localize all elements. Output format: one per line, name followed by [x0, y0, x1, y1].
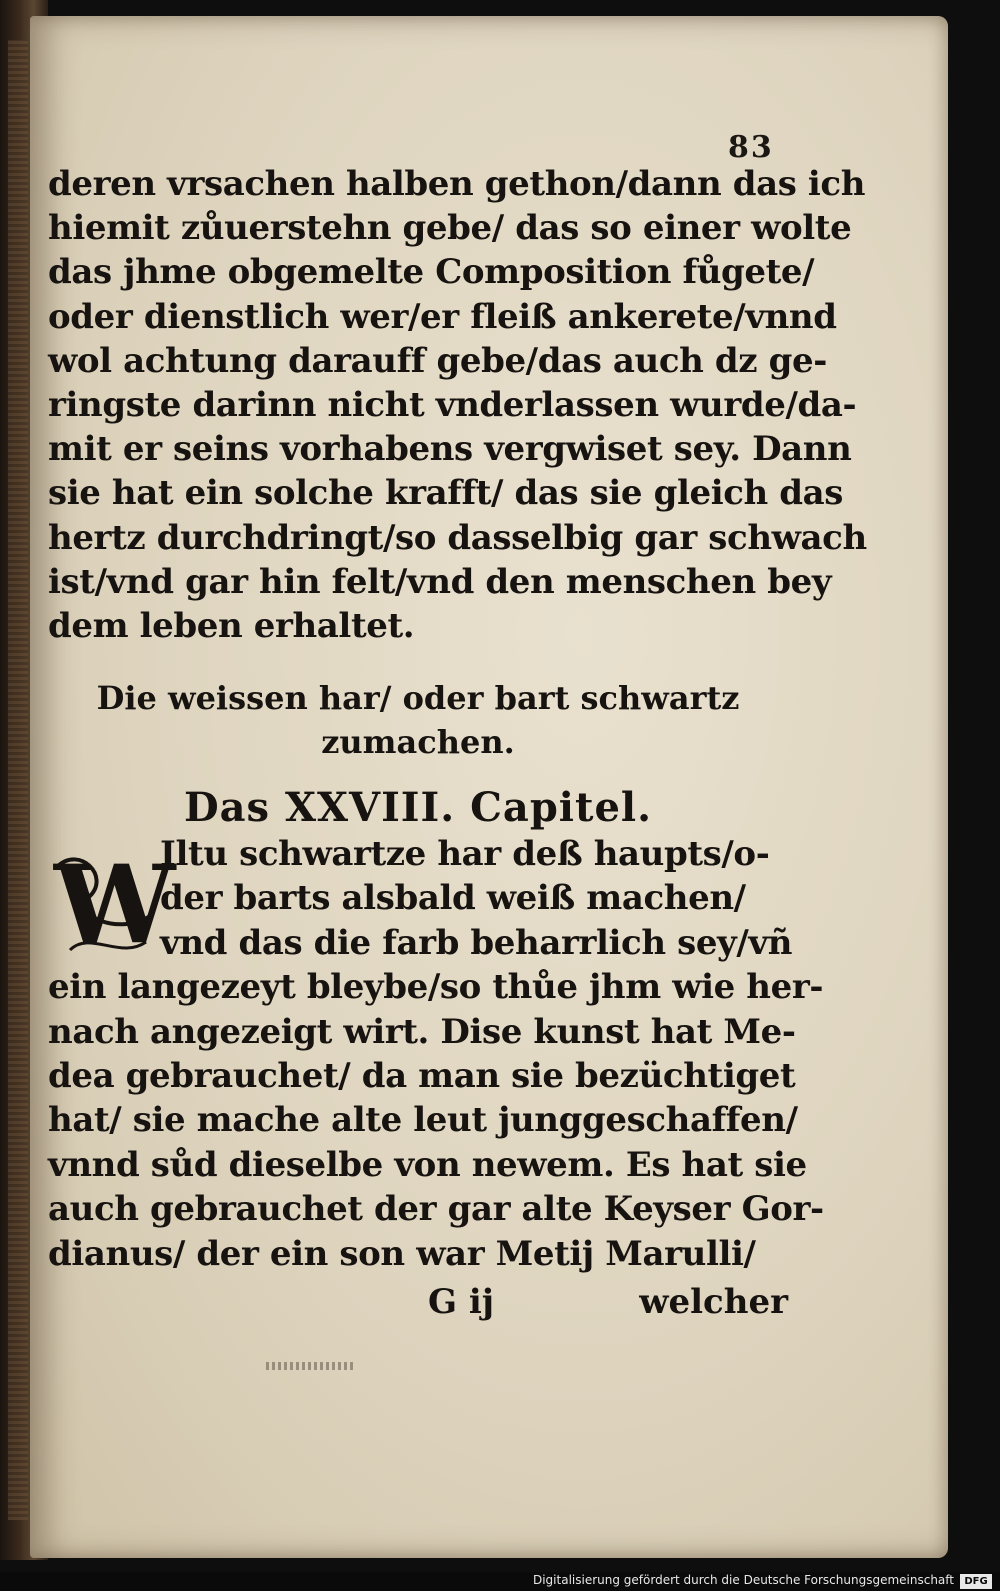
section-heading	[48, 676, 788, 764]
text-line: deren vrsachen halben gethon/dann das ich	[48, 164, 866, 204]
page-number: 83	[728, 130, 774, 165]
text-line: dem leben erhaltet.	[48, 605, 415, 646]
text-line: wol achtung darauff gebe/das auch dz ge-	[48, 340, 827, 381]
text-line: der barts alsbald weiß machen/	[160, 878, 746, 919]
initial-letter: W	[54, 842, 176, 968]
text-line: das jhme obgemelte Composition fůgete/	[48, 252, 815, 293]
section-heading-line-1: Die weissen har/ oder bart schwartz	[96, 679, 740, 717]
ink-smudge	[266, 1362, 356, 1370]
text-line: Iltu schwartze har deß haupts/o-	[160, 834, 770, 874]
text-line: ein langezeyt bleybe/so thůe jhm wie her-	[48, 967, 824, 1008]
chapter-paragraph	[48, 832, 824, 1276]
text-line: sie hat ein solche krafft/ das sie gleich das	[48, 473, 844, 514]
text-line: hat/ sie mache alte leut junggeschaffen/	[48, 1100, 798, 1141]
text-line: hertz durchdringt/so dasselbig gar schwach	[48, 517, 867, 558]
catchword: welcher	[639, 1282, 788, 1322]
text-line: hiemit zůuerstehn gebe/ das so einer wolte	[48, 208, 852, 249]
text-line: dianus/ der ein son war Metij Marulli/	[48, 1233, 756, 1274]
text-line: vnnd sůd dieselbe von newem. Es hat sie	[48, 1144, 807, 1185]
dfg-logo-icon: DFG	[960, 1574, 992, 1589]
footer-credit: Digitalisierung gefördert durch die Deutsche Forschungsgemeinschaft	[532, 1573, 954, 1587]
signature-mark: G ij	[428, 1282, 495, 1322]
text-line: ist/vnd gar hin felt/vnd den menschen bey	[48, 561, 832, 602]
text-line: oder dienstlich wer/er fleiß ankerete/vnnd	[48, 296, 837, 337]
text-line: dea gebrauchet/ da man sie bezüchtiget	[48, 1055, 796, 1096]
body-paragraph	[48, 162, 867, 648]
digitization-footer	[0, 1572, 1000, 1591]
text-line: auch gebrauchet der gar alte Keyser Gor-	[48, 1189, 824, 1230]
text-line: nach angezeigt wirt. Dise kunst hat Me-	[48, 1011, 796, 1052]
text-line: mit er seins vorhabens vergwiset sey. Dann	[48, 429, 852, 470]
page-foot	[48, 1282, 788, 1330]
chapter-title: Das XXVIII. Capitel.	[183, 784, 653, 831]
section-heading-line-2: zumachen.	[321, 723, 515, 761]
text-line: ringste darinn nicht vnderlassen wurde/da-	[48, 384, 857, 425]
text-line: vnd das die farb beharrlich sey/vñ	[160, 922, 793, 963]
